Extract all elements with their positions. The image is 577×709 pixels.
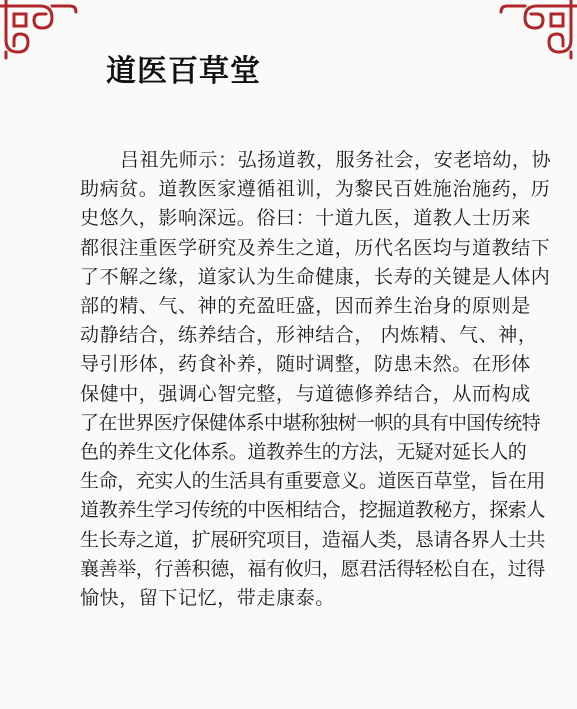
body-line: 导引形体，药食补养，随时调整，防患未然。在形体 (80, 353, 531, 376)
body-line: 史悠久，影响深远。俗曰：十道九医，道教人士历来 (80, 207, 531, 230)
body-line: 都很注重医学研究及养生之道，历代名医均与道教结下 (80, 236, 551, 259)
corner-ornament-right-icon (499, 0, 577, 60)
corner-ornament-left-icon (0, 0, 78, 60)
body-line: 襄善举，行善积德，福有攸归，愿君活得轻松自在，过得 (80, 557, 546, 580)
body-line: 吕祖先师示：弘扬道教，服务社会，安老培幼，协 (120, 149, 552, 171)
body-line: 愉快，留下记忆，带走康泰。 (80, 587, 335, 610)
body-line: 生长寿之道，扩展研究项目，造福人类，恳请各界人士共 (80, 528, 546, 551)
body-text (80, 146, 577, 613)
body-line: 色的养生文化体系。道教养生的方法，无疑对延长人的 (80, 441, 527, 464)
body-line: 生命，充实人的生活具有重要意义。道医百草堂，旨在用 (80, 470, 546, 493)
body-line: 动静结合，练养结合，形神结合， 内炼精、气、神， (80, 324, 538, 347)
body-line: 道教养生学习传统的中医相结合，挖掘道教秘方，探索人 (80, 499, 546, 522)
body-line: 保健中，强调心智完整，与道德修养结合，从而构成 (80, 382, 531, 405)
page-title: 道医百草堂 (106, 54, 261, 89)
body-line: 助病贫。道教医家遵循祖训，为黎民百姓施治施药，历 (80, 178, 551, 201)
body-line: 了不解之缘，道家认为生命健康，长寿的关键是人体内 (80, 265, 551, 288)
body-line: 了在世界医疗保健体系中堪称独树一帜的具有中国传统特 (80, 411, 541, 434)
body-line: 部的精、气、神的充盈旺盛，因而养生治身的原则是 (80, 295, 531, 318)
